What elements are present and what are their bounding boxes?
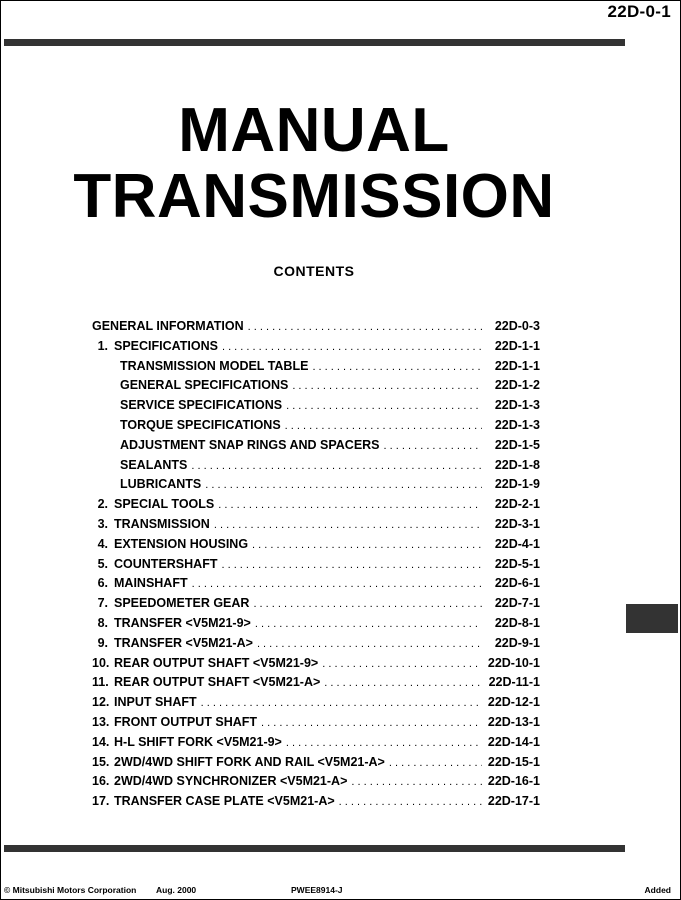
bottom-divider [4, 845, 625, 852]
toc-entry-number: 8. [97, 615, 108, 630]
toc-entry[interactable] [92, 319, 540, 339]
toc-dot-leader [252, 539, 482, 551]
toc-entry-title: INPUT SHAFT [114, 695, 197, 710]
toc-entry[interactable] [92, 339, 540, 359]
toc-entry-title: TRANSMISSION MODEL TABLE [120, 358, 309, 373]
toc-dot-leader [248, 321, 482, 333]
toc-dot-leader [191, 460, 482, 472]
toc-entry[interactable] [92, 755, 540, 775]
toc-entry[interactable] [92, 438, 540, 458]
toc-entry-page: 22D-1-1 [494, 338, 540, 353]
toc-entry-page: 22D-1-1 [494, 358, 540, 373]
toc-entry-title: 2WD/4WD SHIFT FORK AND RAIL <V5M21-A> [114, 754, 385, 769]
toc-dot-leader [201, 697, 482, 709]
toc-entry-title: SPECIFICATIONS [114, 338, 218, 353]
toc-entry-page: 22D-1-3 [494, 398, 540, 413]
section-index-tab [626, 604, 678, 633]
toc-entry-number: 16. [92, 774, 110, 789]
toc-entry-page: 22D-9-1 [494, 635, 540, 650]
toc-entry-page: 22D-5-1 [494, 556, 540, 571]
toc-dot-leader [285, 420, 482, 432]
toc-entry-number: 14. [92, 734, 110, 749]
toc-entry[interactable] [92, 537, 540, 557]
toc-dot-leader [221, 559, 482, 571]
toc-entry-title: TRANSFER <V5M21-9> [114, 615, 251, 630]
toc-entry[interactable] [92, 359, 540, 379]
toc-entry-number: 17. [92, 794, 110, 809]
toc-entry-number: 10. [92, 655, 110, 670]
toc-dot-leader [255, 618, 482, 630]
toc-entry[interactable] [92, 557, 540, 577]
toc-entry-number: 9. [97, 635, 108, 650]
toc-entry[interactable] [92, 378, 540, 398]
toc-entry[interactable] [92, 576, 540, 596]
toc-entry-page: 22D-1-8 [494, 457, 540, 472]
toc-entry-page: 22D-8-1 [494, 615, 540, 630]
toc-entry[interactable] [92, 636, 540, 656]
toc-entry-number: 15. [92, 754, 110, 769]
toc-dot-leader [339, 796, 482, 808]
toc-entry-title: SEALANTS [120, 457, 188, 472]
contents-heading: CONTENTS [273, 263, 355, 279]
page-title-line-1: MANUAL [178, 96, 450, 165]
footer [4, 885, 671, 897]
toc-entry[interactable] [92, 418, 540, 438]
toc-entry-page: 22D-4-1 [494, 536, 540, 551]
toc-entry-number: 6. [97, 576, 108, 591]
toc-dot-leader [205, 479, 482, 491]
toc-entry-page: 22D-6-1 [494, 576, 540, 591]
toc-entry-number: 1. [97, 338, 108, 353]
toc-entry-title: 2WD/4WD SYNCHRONIZER <V5M21-A> [114, 774, 348, 789]
toc-dot-leader [286, 400, 482, 412]
footer-date: Aug. 2000 [156, 885, 197, 895]
toc-entry-page: 22D-0-3 [494, 319, 540, 333]
toc-entry-page: 22D-12-1 [487, 695, 540, 710]
toc-entry[interactable] [92, 774, 540, 794]
toc-entry[interactable] [92, 656, 540, 676]
toc-dot-leader [261, 717, 482, 729]
toc-entry-page: 22D-7-1 [494, 596, 540, 611]
toc-entry-page: 22D-13-1 [487, 714, 540, 729]
toc-entry-title: MAINSHAFT [114, 576, 188, 591]
toc-entry-title: REAR OUTPUT SHAFT <V5M21-A> [114, 675, 321, 690]
toc-entry[interactable] [92, 477, 540, 497]
toc-entry[interactable] [92, 517, 540, 537]
toc-entry-title: COUNTERSHAFT [114, 556, 218, 571]
toc-dot-leader [214, 519, 482, 531]
footer-status: Added [644, 885, 671, 895]
toc-entry-title: GENERAL INFORMATION [92, 319, 244, 333]
page-title-line-2: TRANSMISSION [73, 162, 555, 231]
toc-dot-leader [286, 737, 482, 749]
toc-entry-title: ADJUSTMENT SNAP RINGS AND SPACERS [120, 437, 380, 452]
toc-entry[interactable] [92, 497, 540, 517]
toc-dot-leader [322, 658, 482, 670]
toc-entry[interactable] [92, 458, 540, 478]
toc-entry-title: FRONT OUTPUT SHAFT [114, 714, 258, 729]
toc-entry-title: REAR OUTPUT SHAFT <V5M21-9> [114, 655, 319, 670]
toc-entry-page: 22D-1-9 [494, 477, 540, 492]
toc-dot-leader [253, 598, 482, 610]
footer-doc-code: PWEE8914-J [291, 885, 343, 895]
toc-dot-leader [292, 380, 482, 392]
toc-entry-title: TRANSMISSION [114, 516, 210, 531]
toc-entry-title: TRANSFER CASE PLATE <V5M21-A> [114, 794, 335, 809]
toc-entry[interactable] [92, 616, 540, 636]
toc-entry-title: H-L SHIFT FORK <V5M21-9> [114, 734, 282, 749]
toc-entry-title: GENERAL SPECIFICATIONS [120, 378, 289, 393]
toc-dot-leader [384, 440, 482, 452]
toc-dot-leader [389, 757, 482, 769]
toc-entry-page: 22D-14-1 [487, 734, 540, 749]
toc-entry-page: 22D-11-1 [488, 675, 540, 690]
toc-entry-number: 7. [97, 596, 108, 611]
toc-entry-title: SERVICE SPECIFICATIONS [120, 398, 283, 413]
top-divider [4, 39, 625, 46]
toc-entry-title: TRANSFER <V5M21-A> [114, 635, 253, 650]
toc-entry-number: 13. [92, 714, 110, 729]
toc-entry-title: TORQUE SPECIFICATIONS [120, 417, 281, 432]
toc-entry-page: 22D-3-1 [494, 516, 540, 531]
toc-entry-number: 2. [97, 497, 108, 512]
toc-entry-number: 12. [92, 695, 110, 710]
toc-entry[interactable] [92, 596, 540, 616]
toc-entry-title: EXTENSION HOUSING [114, 536, 249, 551]
toc-entry[interactable] [92, 794, 540, 814]
toc-entry-title: SPECIAL TOOLS [114, 497, 215, 512]
toc-entry-title: LUBRICANTS [120, 477, 202, 492]
toc-entry-page: 22D-16-1 [487, 774, 540, 789]
toc-entry-page: 22D-1-2 [494, 378, 540, 393]
table-of-contents [92, 319, 540, 814]
toc-dot-leader [222, 341, 482, 353]
page-number: 22D-0-1 [607, 2, 671, 21]
toc-dot-leader [257, 638, 482, 650]
toc-entry[interactable] [92, 695, 540, 715]
toc-entry-title: SPEEDOMETER GEAR [114, 596, 250, 611]
toc-dot-leader [218, 499, 482, 511]
toc-dot-leader [351, 776, 482, 788]
toc-entry-page: 22D-15-1 [487, 754, 540, 769]
toc-entry-page: 22D-2-1 [494, 497, 540, 512]
toc-entry-page: 22D-1-5 [494, 437, 540, 452]
toc-entry-number: 4. [97, 536, 108, 551]
toc-entry[interactable] [92, 675, 540, 695]
toc-entry[interactable] [92, 715, 540, 735]
toc-entry-page: 22D-17-1 [487, 794, 540, 809]
toc-entry-number: 11. [92, 675, 109, 690]
footer-copyright: © Mitsubishi Motors Corporation [4, 885, 137, 895]
toc-entry-number: 3. [97, 516, 108, 531]
toc-entry[interactable] [92, 398, 540, 418]
toc-dot-leader [192, 578, 482, 590]
toc-entry[interactable] [92, 735, 540, 755]
toc-dot-leader [312, 361, 482, 373]
toc-entry-number: 5. [97, 556, 108, 571]
toc-dot-leader [324, 677, 482, 689]
toc-entry-page: 22D-1-3 [494, 417, 540, 432]
toc-entry-page: 22D-10-1 [487, 655, 540, 670]
